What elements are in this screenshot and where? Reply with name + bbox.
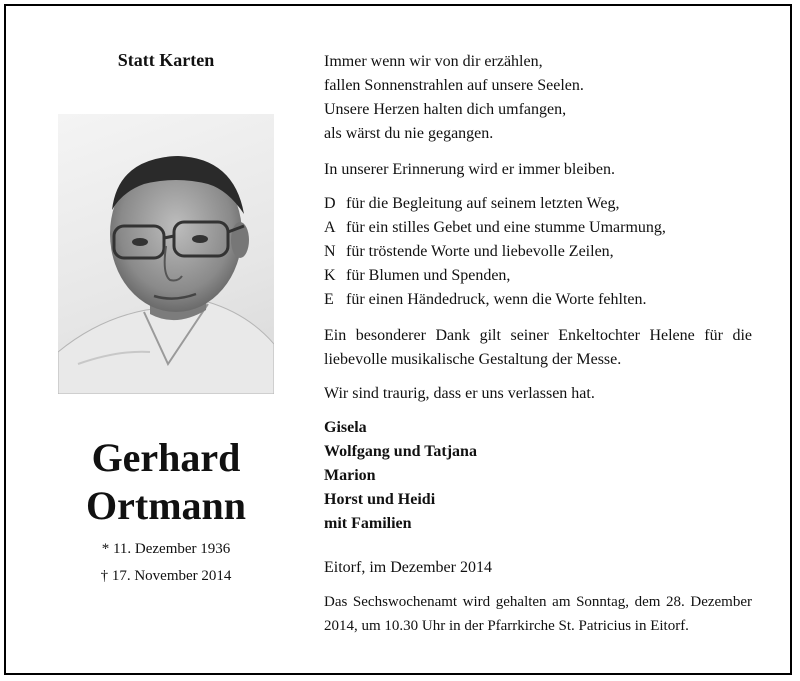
dank-row — [324, 264, 752, 288]
dank-letter: A — [324, 219, 336, 236]
dank-text: für einen Händedruck, wenn die Worte fehlten. — [346, 291, 647, 308]
dank-list — [324, 192, 752, 312]
portrait-illustration — [58, 114, 274, 394]
poem-line: fallen Sonnenstrahlen auf unsere Seelen. — [324, 77, 584, 94]
poem-line: als wärst du nie gegangen. — [324, 125, 494, 142]
dank-row — [324, 192, 752, 216]
dank-text: für Blumen und Spenden, — [346, 267, 511, 284]
dank-text: für ein stilles Gebet und eine stumme Umarmung, — [346, 219, 666, 236]
family-member: Gisela — [324, 419, 367, 436]
portrait-photo — [58, 114, 274, 394]
special-thanks: Ein besonderer Dank gilt seiner Enkeltochter Helene für die liebevolle musikalische Gestaltung der Messe. — [324, 327, 752, 368]
statt-karten-heading: Statt Karten — [117, 50, 215, 70]
deceased-last-name: Ortmann — [86, 483, 246, 528]
poem-line: Unsere Herzen halten dich umfangen, — [324, 101, 567, 118]
sad-line: Wir sind traurig, dass er uns verlassen hat. — [324, 385, 595, 402]
service-info: Das Sechswochenamt wird gehalten am Sonntag, dem 28. Dezember 2014, um 10.30 Uhr in der Pfarrkirche St. Patricius in Eitorf. — [324, 594, 752, 634]
dank-row — [324, 240, 752, 264]
birth-date: * 11. Dezember 1936 — [101, 541, 231, 557]
poem — [324, 50, 752, 146]
family-list — [324, 416, 752, 536]
dank-letter: K — [324, 267, 336, 284]
dank-letter: N — [324, 243, 336, 260]
dank-row — [324, 216, 752, 240]
dank-letter: E — [324, 291, 334, 308]
family-member: Marion — [324, 467, 376, 484]
deceased-first-name: Gerhard — [91, 435, 241, 480]
family-member: mit Familien — [324, 515, 412, 532]
family-member: Horst und Heidi — [324, 491, 436, 508]
obituary-card — [4, 4, 792, 675]
dank-text: für tröstende Worte und liebevolle Zeilen, — [346, 243, 614, 260]
family-member: Wolfgang und Tatjana — [324, 443, 477, 460]
dank-row — [324, 288, 752, 312]
dank-letter: D — [324, 195, 336, 212]
place-date: Eitorf, im Dezember 2014 — [324, 559, 492, 576]
poem-line: Immer wenn wir von dir erzählen, — [324, 53, 543, 70]
death-date: † 17. November 2014 — [100, 568, 232, 584]
memory-line: In unserer Erinnerung wird er immer bleiben. — [324, 161, 616, 178]
left-column — [6, 6, 326, 673]
dank-text: für die Begleitung auf seinem letzten Weg, — [346, 195, 620, 212]
